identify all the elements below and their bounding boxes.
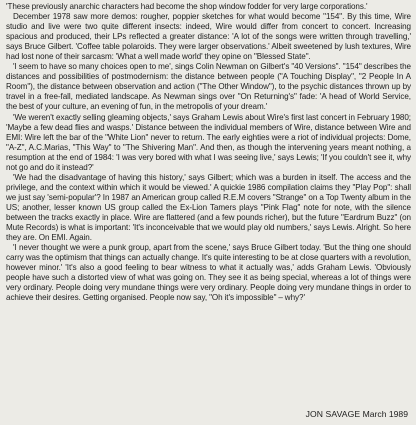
essay-paragraph: 'I never thought we were a punk group, apart from the scene,' says Bruce Gilbert today. 'But the thing one should carry was the optimism that things can actually change. It's quite interesting to be at close quarters with a revolution, however minor.' 'It's also a good feeling to bear witness to what it actually was,' adds Graham Lewis. 'Obviously people have such a distorted view of what was going on. They see it as being special, whereas a lot of things were very ordinary. People doing very mundane things were very ordinary. People doing very mundane things in order to achieve their desires. Getting organised. People now say, "Oh it's impossible" – why?' — [6, 243, 411, 303]
essay-paragraph: December 1978 saw more demos: rougher, poppier sketches for what would become "154". By this time, Wire studio and live were two quite different insects: indeed, Wire would differ from concert to concert. Increasing spacious and produced, their LPs reflected a greater distance: 'A lot of the songs were written through travelling,' says Bruce Gilbert. 'Coffee table polaroids. They were larger observations.' Albeit sweetened by lush textures, Wire had lost none of their sarcasm: 'What a well made world' they opine on "Blessed State". — [6, 12, 411, 62]
essay-paragraph: 'We had the disadvantage of having this history,' says Gilbert; which was a burden in itself. The access and the privilege, and the context within which it would be viewed.' A quickie 1986 compilation claims they "Play Pop": shall we just say 'semi-popular'? In 1987 an American group called R.E.M covers "Strange" on a Top Twenty album in the US; another, lesser known US group called the Ex-Lion Tamers plays "Pink Flag" note for note, with the silence between the tracks exactly in place. Wire are flattered (and a few pounds richer), but the future "Eardrum Buzz" (on Mute Records) is what is important: 'It's inconceivable that we would play old numbers,' says Lewis. Alright. So here they are. On EMI. Again. — [6, 172, 411, 243]
author-signature — [306, 409, 408, 420]
signature-date: March 1989 — [362, 409, 408, 419]
essay-paragraph: 'We weren't exactly selling gleaming objects,' says Graham Lewis about Wire's first last concert in February 1980; 'Maybe a few dead flies and wasps.' Distance between the individual members of Wire, distance between Wire and EMI: Wire left the bar of the "White Lion" never to return. The early eighties were a riot of individual projects: Dome, "A-Z", A.C.Marias, "This Way" to "The Shivering Man". And then, as though the intervening years meant nothing, a resumption at the end of 1984: 'I was very bored with what I was seeing live,' says Lewis; 'If you couldn't see it, why not go and do it instead?' — [6, 112, 411, 172]
author-name: JON SAVAGE — [305, 409, 361, 419]
essay-paragraph: 'These previously anarchic characters had become the shop window fodder for very large corporations.' — [6, 2, 368, 11]
essay-paragraph: 'I seem to have so many choices open to me', sings Colin Newman on Gilbert's "40 Versions". "154" describes the distances and possibilities of postmodernism: the distance between people ("A Touching Display", "2 People In A Room"), the distance between observation and action ("The Other Window"), to the psychic distances thrown up by travel in a free-fall, mediated landscape. As Newman sings over "On Returning's" fade: 'A head of World Service, the best of your culture, an evening of fun, in the metropolis of your dream.' — [6, 62, 411, 112]
essay-body — [6, 2, 411, 303]
